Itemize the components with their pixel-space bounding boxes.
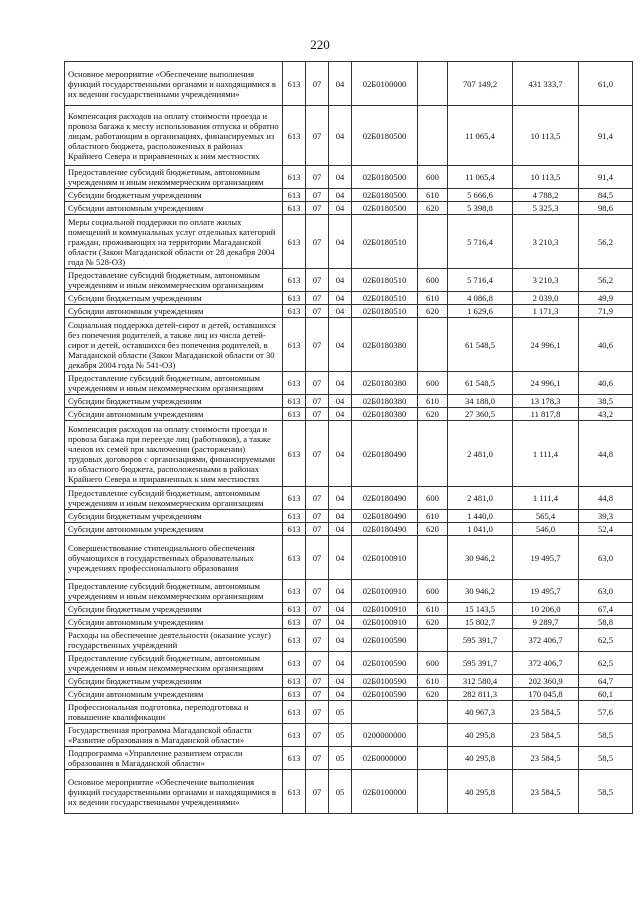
table-row — [65, 215, 633, 269]
row-grbs-code: 613 — [283, 675, 306, 688]
row-grbs-code: 613 — [283, 395, 306, 408]
table-row — [65, 408, 633, 421]
row-section-code: 07 — [306, 603, 329, 616]
row-planned-amount: 11 065,4 — [448, 106, 513, 166]
row-target-article: 02Б0100590 — [352, 675, 418, 688]
row-actual-amount: 431 333,7 — [513, 62, 579, 106]
row-execution-percent: 58,5 — [579, 724, 633, 747]
row-name: Субсидии бюджетным учреждениям — [65, 675, 283, 688]
row-target-article: 02Б0000000 — [352, 747, 418, 770]
row-planned-amount: 595 391,7 — [448, 652, 513, 675]
row-expense-type — [418, 106, 448, 166]
row-section-code: 07 — [306, 189, 329, 202]
row-actual-amount: 19 495,7 — [513, 580, 579, 603]
row-name: Государственная программа Магаданской области «Развитие образования в Магаданской области» — [65, 724, 283, 747]
row-expense-type — [418, 318, 448, 372]
row-execution-percent: 56,2 — [579, 269, 633, 292]
row-planned-amount: 707 149,2 — [448, 62, 513, 106]
row-actual-amount: 24 996,1 — [513, 318, 579, 372]
row-target-article: 02Б0180510 — [352, 269, 418, 292]
row-name: Компенсация расходов на оплату стоимости проезда и провоза багажа при переезде лиц (работников), а также членов их семей при заключении (расторжении) трудовых договоров с организациями, финансируемыми из областного бюджета, расположенными в районах Крайнего Севера и приравненных к ним местностях — [65, 421, 283, 487]
row-execution-percent: 84,5 — [579, 189, 633, 202]
row-name: Субсидии автономным учреждениям — [65, 523, 283, 536]
row-expense-type: 620 — [418, 523, 448, 536]
row-subsection-code: 04 — [329, 629, 352, 652]
row-planned-amount: 312 580,4 — [448, 675, 513, 688]
row-grbs-code: 613 — [283, 62, 306, 106]
row-subsection-code: 04 — [329, 395, 352, 408]
table-row — [65, 395, 633, 408]
row-section-code: 07 — [306, 510, 329, 523]
row-target-article: 02Б0100910 — [352, 536, 418, 580]
row-actual-amount: 1 111,4 — [513, 487, 579, 510]
row-planned-amount: 2 481,0 — [448, 421, 513, 487]
row-planned-amount: 5 666,6 — [448, 189, 513, 202]
row-subsection-code: 04 — [329, 189, 352, 202]
row-name: Предоставление субсидий бюджетным, автономным учреждениям и иным некоммерческим организациям — [65, 166, 283, 189]
row-expense-type: 620 — [418, 202, 448, 215]
row-name: Предоставление субсидий бюджетным, автономным учреждениям и иным некоммерческим организациям — [65, 269, 283, 292]
row-name: Субсидии автономным учреждениям — [65, 202, 283, 215]
row-subsection-code: 05 — [329, 701, 352, 724]
row-execution-percent: 64,7 — [579, 675, 633, 688]
row-subsection-code: 04 — [329, 421, 352, 487]
row-expense-type: 610 — [418, 510, 448, 523]
table-row — [65, 724, 633, 747]
row-subsection-code: 05 — [329, 747, 352, 770]
row-section-code: 07 — [306, 408, 329, 421]
row-subsection-code: 05 — [329, 724, 352, 747]
row-planned-amount: 61 548,5 — [448, 318, 513, 372]
row-planned-amount: 40 295,8 — [448, 724, 513, 747]
row-execution-percent: 63,0 — [579, 536, 633, 580]
row-actual-amount: 23 584,5 — [513, 770, 579, 814]
row-subsection-code: 04 — [329, 616, 352, 629]
budget-table — [64, 61, 633, 814]
row-execution-percent: 56,2 — [579, 215, 633, 269]
row-subsection-code: 04 — [329, 580, 352, 603]
table-row — [65, 629, 633, 652]
row-actual-amount: 10 113,5 — [513, 106, 579, 166]
row-subsection-code: 04 — [329, 202, 352, 215]
row-name: Профессиональная подготовка, переподготовка и повышение квалификации — [65, 701, 283, 724]
table-row — [65, 106, 633, 166]
row-planned-amount: 34 188,0 — [448, 395, 513, 408]
row-planned-amount: 1 440,0 — [448, 510, 513, 523]
row-section-code: 07 — [306, 292, 329, 305]
row-planned-amount: 30 946,2 — [448, 580, 513, 603]
row-target-article: 02Б0180490 — [352, 487, 418, 510]
row-grbs-code: 613 — [283, 536, 306, 580]
row-section-code: 07 — [306, 724, 329, 747]
row-section-code: 07 — [306, 536, 329, 580]
row-subsection-code: 04 — [329, 372, 352, 395]
row-name: Компенсация расходов на оплату стоимости проезда и провоза багажа к месту использования отпуска и обратно лицам, работающим в организациях, финансируемых из областного бюджета, расположенных в районах Крайнего Севера и приравненных к ним местностях — [65, 106, 283, 166]
row-grbs-code: 613 — [283, 629, 306, 652]
row-name: Субсидии автономным учреждениям — [65, 408, 283, 421]
row-execution-percent: 98,6 — [579, 202, 633, 215]
row-target-article: 0200000000 — [352, 724, 418, 747]
row-section-code: 07 — [306, 62, 329, 106]
row-planned-amount: 30 946,2 — [448, 536, 513, 580]
row-expense-type: 610 — [418, 189, 448, 202]
row-section-code: 07 — [306, 652, 329, 675]
row-target-article: 02Б0100000 — [352, 62, 418, 106]
row-expense-type — [418, 770, 448, 814]
row-grbs-code: 613 — [283, 106, 306, 166]
row-planned-amount: 15 143,5 — [448, 603, 513, 616]
table-row — [65, 603, 633, 616]
page-number: 220 — [310, 37, 330, 52]
row-actual-amount: 1 111,4 — [513, 421, 579, 487]
row-expense-type: 600 — [418, 487, 448, 510]
row-name: Основное мероприятие «Обеспечение выполнения функций государственными органами и находящимися в их ведении государственными учреждениями» — [65, 770, 283, 814]
row-actual-amount: 10 113,5 — [513, 166, 579, 189]
row-subsection-code: 04 — [329, 487, 352, 510]
row-actual-amount: 372 406,7 — [513, 629, 579, 652]
row-actual-amount: 2 039,0 — [513, 292, 579, 305]
row-expense-type: 600 — [418, 269, 448, 292]
row-target-article: 02Б0100910 — [352, 616, 418, 629]
row-planned-amount: 5 716,4 — [448, 215, 513, 269]
row-name: Совершенствование стипендиального обеспечения обучающихся в государственных образовательных учреждениях профессионального образования — [65, 536, 283, 580]
row-name: Субсидии бюджетным учреждениям — [65, 189, 283, 202]
table-row — [65, 487, 633, 510]
row-section-code: 07 — [306, 616, 329, 629]
row-actual-amount: 372 406,7 — [513, 652, 579, 675]
row-execution-percent: 62,5 — [579, 629, 633, 652]
row-subsection-code: 04 — [329, 536, 352, 580]
row-execution-percent: 49,9 — [579, 292, 633, 305]
row-actual-amount: 23 584,5 — [513, 747, 579, 770]
row-planned-amount: 595 391,7 — [448, 629, 513, 652]
row-subsection-code: 04 — [329, 269, 352, 292]
row-section-code: 07 — [306, 701, 329, 724]
row-actual-amount: 13 178,3 — [513, 395, 579, 408]
row-section-code: 07 — [306, 215, 329, 269]
row-section-code: 07 — [306, 421, 329, 487]
row-grbs-code: 613 — [283, 305, 306, 318]
row-grbs-code: 613 — [283, 166, 306, 189]
row-target-article: 02Б0180500 — [352, 166, 418, 189]
row-target-article: 02Б0180510 — [352, 305, 418, 318]
row-grbs-code: 613 — [283, 770, 306, 814]
row-section-code: 07 — [306, 166, 329, 189]
row-expense-type: 610 — [418, 292, 448, 305]
row-expense-type — [418, 62, 448, 106]
row-planned-amount: 1 041,0 — [448, 523, 513, 536]
row-planned-amount: 61 548,5 — [448, 372, 513, 395]
row-section-code: 07 — [306, 580, 329, 603]
row-section-code: 07 — [306, 395, 329, 408]
row-target-article: 02Б0180380 — [352, 395, 418, 408]
row-subsection-code: 04 — [329, 408, 352, 421]
row-target-article: 02Б0100590 — [352, 688, 418, 701]
row-execution-percent: 58,5 — [579, 747, 633, 770]
row-execution-percent: 62,5 — [579, 652, 633, 675]
row-grbs-code: 613 — [283, 372, 306, 395]
table-row — [65, 652, 633, 675]
row-expense-type: 600 — [418, 166, 448, 189]
row-planned-amount: 2 481,0 — [448, 487, 513, 510]
row-subsection-code: 04 — [329, 292, 352, 305]
row-expense-type — [418, 724, 448, 747]
row-actual-amount: 11 817,8 — [513, 408, 579, 421]
row-name: Предоставление субсидий бюджетным, автономным учреждениям и иным некоммерческим организациям — [65, 487, 283, 510]
row-actual-amount: 10 206,0 — [513, 603, 579, 616]
table-row — [65, 292, 633, 305]
row-section-code: 07 — [306, 675, 329, 688]
row-execution-percent: 67,4 — [579, 603, 633, 616]
row-name: Социальная поддержка детей-сирот и детей, оставшихся без попечения родителей, а также лиц из числа детей-сирот и детей, оставшихся без попечения родителей, в Магаданской области (Закон Магаданской области от 30 декабря 2004 года № 541-ОЗ) — [65, 318, 283, 372]
row-target-article: 02Б0180380 — [352, 372, 418, 395]
row-actual-amount: 5 325,3 — [513, 202, 579, 215]
row-planned-amount: 1 629,6 — [448, 305, 513, 318]
row-grbs-code: 613 — [283, 215, 306, 269]
row-actual-amount: 3 210,3 — [513, 269, 579, 292]
row-expense-type: 600 — [418, 580, 448, 603]
table-row — [65, 616, 633, 629]
row-execution-percent: 44,8 — [579, 421, 633, 487]
row-subsection-code: 04 — [329, 652, 352, 675]
row-planned-amount: 282 811,3 — [448, 688, 513, 701]
row-section-code: 07 — [306, 318, 329, 372]
row-section-code: 07 — [306, 770, 329, 814]
row-actual-amount: 4 788,2 — [513, 189, 579, 202]
row-execution-percent: 91,4 — [579, 166, 633, 189]
row-grbs-code: 613 — [283, 318, 306, 372]
row-grbs-code: 613 — [283, 701, 306, 724]
row-actual-amount: 9 289,7 — [513, 616, 579, 629]
row-name: Предоставление субсидий бюджетным, автономным учреждениям и иным некоммерческим организациям — [65, 580, 283, 603]
row-grbs-code: 613 — [283, 523, 306, 536]
row-subsection-code: 04 — [329, 305, 352, 318]
row-subsection-code: 04 — [329, 166, 352, 189]
row-expense-type: 620 — [418, 616, 448, 629]
row-execution-percent: 38,5 — [579, 395, 633, 408]
table-row — [65, 166, 633, 189]
row-execution-percent: 57,6 — [579, 701, 633, 724]
row-execution-percent: 91,4 — [579, 106, 633, 166]
row-target-article — [352, 701, 418, 724]
row-execution-percent: 61,0 — [579, 62, 633, 106]
table-row — [65, 536, 633, 580]
table-row — [65, 421, 633, 487]
row-expense-type: 610 — [418, 603, 448, 616]
row-name: Субсидии автономным учреждениям — [65, 305, 283, 318]
row-actual-amount: 546,0 — [513, 523, 579, 536]
row-planned-amount: 40 295,8 — [448, 747, 513, 770]
row-expense-type: 600 — [418, 372, 448, 395]
row-section-code: 07 — [306, 523, 329, 536]
row-expense-type: 610 — [418, 395, 448, 408]
row-grbs-code: 613 — [283, 603, 306, 616]
row-name: Основное мероприятие «Обеспечение выполнения функций государственными органами и находящимися в их ведении государственными учреждениями» — [65, 62, 283, 106]
row-name: Субсидии автономным учреждениям — [65, 688, 283, 701]
table-row — [65, 523, 633, 536]
table-row — [65, 747, 633, 770]
row-planned-amount: 27 360,5 — [448, 408, 513, 421]
row-target-article: 02Б0100910 — [352, 603, 418, 616]
row-planned-amount: 15 802,7 — [448, 616, 513, 629]
row-expense-type — [418, 215, 448, 269]
row-subsection-code: 04 — [329, 106, 352, 166]
row-expense-type: 620 — [418, 408, 448, 421]
row-expense-type: 610 — [418, 675, 448, 688]
row-actual-amount: 1 171,3 — [513, 305, 579, 318]
row-grbs-code: 613 — [283, 724, 306, 747]
row-actual-amount: 19 495,7 — [513, 536, 579, 580]
row-name: Подпрограмма «Управление развитием отрасли образования в Магаданской области» — [65, 747, 283, 770]
row-actual-amount: 565,4 — [513, 510, 579, 523]
row-grbs-code: 613 — [283, 616, 306, 629]
row-target-article: 02Б0180510 — [352, 215, 418, 269]
row-target-article: 02Б0100590 — [352, 652, 418, 675]
row-name: Предоставление субсидий бюджетным, автономным учреждениям и иным некоммерческим организациям — [65, 652, 283, 675]
row-section-code: 07 — [306, 629, 329, 652]
row-grbs-code: 613 — [283, 189, 306, 202]
row-name: Субсидии бюджетным учреждениям — [65, 603, 283, 616]
row-planned-amount: 5 716,4 — [448, 269, 513, 292]
row-expense-type: 620 — [418, 688, 448, 701]
row-expense-type — [418, 629, 448, 652]
table-row — [65, 189, 633, 202]
row-execution-percent: 44,8 — [579, 487, 633, 510]
row-actual-amount: 23 584,5 — [513, 701, 579, 724]
row-name: Субсидии бюджетным учреждениям — [65, 292, 283, 305]
row-target-article: 02Б0180510 — [352, 292, 418, 305]
row-actual-amount: 3 210,3 — [513, 215, 579, 269]
row-subsection-code: 04 — [329, 318, 352, 372]
table-row — [65, 318, 633, 372]
row-subsection-code: 04 — [329, 510, 352, 523]
row-target-article: 02Б0180490 — [352, 523, 418, 536]
row-execution-percent: 40,6 — [579, 318, 633, 372]
row-subsection-code: 04 — [329, 603, 352, 616]
row-section-code: 07 — [306, 269, 329, 292]
row-planned-amount: 11 065,4 — [448, 166, 513, 189]
row-target-article: 02Б0100000 — [352, 770, 418, 814]
row-actual-amount: 202 360,9 — [513, 675, 579, 688]
row-grbs-code: 613 — [283, 269, 306, 292]
row-target-article: 02Б0100590 — [352, 629, 418, 652]
row-target-article: 02Б0180380 — [352, 408, 418, 421]
row-actual-amount: 24 996,1 — [513, 372, 579, 395]
row-name: Предоставление субсидий бюджетным, автономным учреждениям и иным некоммерческим организациям — [65, 372, 283, 395]
row-name: Расходы на обеспечение деятельности (оказание услуг) государственных учреждений — [65, 629, 283, 652]
table-row — [65, 580, 633, 603]
row-subsection-code: 04 — [329, 675, 352, 688]
row-section-code: 07 — [306, 688, 329, 701]
row-subsection-code: 04 — [329, 523, 352, 536]
row-name: Субсидии бюджетным учреждениям — [65, 395, 283, 408]
row-name: Субсидии автономным учреждениям — [65, 616, 283, 629]
row-target-article: 02Б0180500 — [352, 106, 418, 166]
row-target-article: 02Б0180490 — [352, 510, 418, 523]
row-expense-type: 600 — [418, 652, 448, 675]
row-grbs-code: 613 — [283, 688, 306, 701]
row-execution-percent: 71,9 — [579, 305, 633, 318]
row-grbs-code: 613 — [283, 580, 306, 603]
row-grbs-code: 613 — [283, 292, 306, 305]
table-row — [65, 510, 633, 523]
row-subsection-code: 05 — [329, 770, 352, 814]
row-target-article: 02Б0100910 — [352, 580, 418, 603]
row-section-code: 07 — [306, 372, 329, 395]
row-subsection-code: 04 — [329, 688, 352, 701]
row-planned-amount: 4 086,8 — [448, 292, 513, 305]
row-grbs-code: 613 — [283, 510, 306, 523]
row-expense-type — [418, 536, 448, 580]
row-execution-percent: 60,1 — [579, 688, 633, 701]
row-expense-type: 620 — [418, 305, 448, 318]
row-execution-percent: 39,3 — [579, 510, 633, 523]
row-section-code: 07 — [306, 305, 329, 318]
row-actual-amount: 23 584,5 — [513, 724, 579, 747]
row-section-code: 07 — [306, 202, 329, 215]
row-target-article: 02Б0180500 — [352, 202, 418, 215]
row-execution-percent: 43,2 — [579, 408, 633, 421]
row-expense-type — [418, 747, 448, 770]
row-grbs-code: 613 — [283, 487, 306, 510]
row-grbs-code: 613 — [283, 747, 306, 770]
row-actual-amount: 170 045,8 — [513, 688, 579, 701]
row-section-code: 07 — [306, 106, 329, 166]
row-target-article: 02Б0180380 — [352, 318, 418, 372]
row-planned-amount: 5 398,8 — [448, 202, 513, 215]
row-grbs-code: 613 — [283, 408, 306, 421]
row-name: Субсидии бюджетным учреждениям — [65, 510, 283, 523]
row-subsection-code: 04 — [329, 62, 352, 106]
row-target-article: 02Б0180500 — [352, 189, 418, 202]
table-row — [65, 269, 633, 292]
row-grbs-code: 613 — [283, 421, 306, 487]
table-row — [65, 688, 633, 701]
row-name: Меры социальной поддержки по оплате жилых помещений и коммунальных услуг отдельных категорий граждан, проживающих на территории Магаданской области (Закон Магаданской области от 28 декабря 2004 года № 528-ОЗ) — [65, 215, 283, 269]
row-target-article: 02Б0180490 — [352, 421, 418, 487]
row-execution-percent: 52,4 — [579, 523, 633, 536]
table-row — [65, 770, 633, 814]
table-row — [65, 202, 633, 215]
row-execution-percent: 58,8 — [579, 616, 633, 629]
row-execution-percent: 63,0 — [579, 580, 633, 603]
row-section-code: 07 — [306, 747, 329, 770]
table-row — [65, 701, 633, 724]
row-grbs-code: 613 — [283, 202, 306, 215]
row-planned-amount: 40 295,8 — [448, 770, 513, 814]
table-row — [65, 372, 633, 395]
row-execution-percent: 58,5 — [579, 770, 633, 814]
row-execution-percent: 40,6 — [579, 372, 633, 395]
row-planned-amount: 40 967,3 — [448, 701, 513, 724]
table-row — [65, 62, 633, 106]
table-row — [65, 675, 633, 688]
row-subsection-code: 04 — [329, 215, 352, 269]
row-section-code: 07 — [306, 487, 329, 510]
table-row — [65, 305, 633, 318]
row-expense-type — [418, 701, 448, 724]
row-grbs-code: 613 — [283, 652, 306, 675]
row-expense-type — [418, 421, 448, 487]
budget-table-body — [65, 62, 633, 814]
